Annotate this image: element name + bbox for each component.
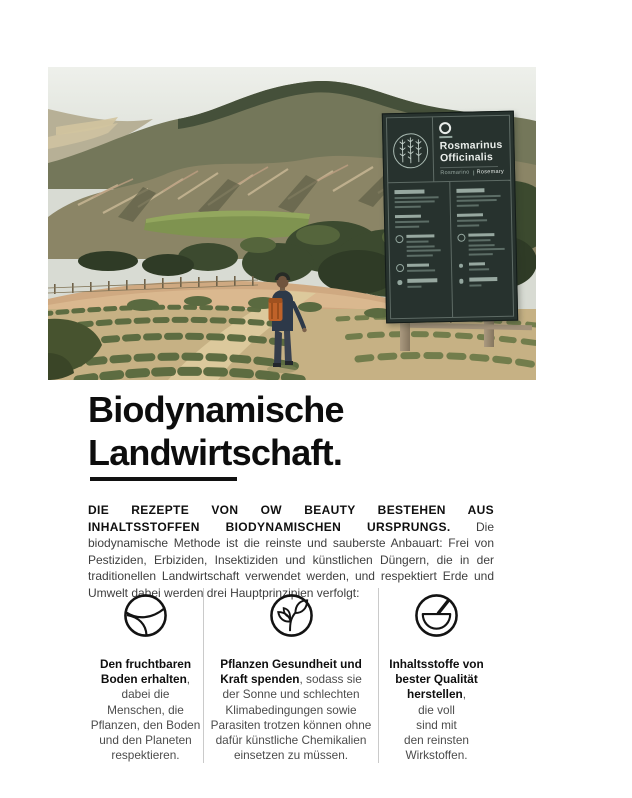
principle-column-quality <box>379 588 494 763</box>
hero-photo <box>48 67 536 380</box>
principle-caption: Inhaltsstoffe von bester Qualität herstellen, die voll sind mit den reinsten Wirkstoffen. <box>389 657 484 763</box>
page-title <box>88 388 344 474</box>
page-title-line1: Biodynamische <box>88 389 344 430</box>
principle-column-soil <box>88 588 203 763</box>
intro-paragraph <box>88 502 494 602</box>
subtitle-separator <box>473 170 474 175</box>
sign-divider <box>440 166 498 168</box>
brand-wordmark-bar <box>440 136 453 138</box>
principle-column-plants <box>203 588 379 763</box>
mortar-pestle-circle-icon <box>379 592 494 644</box>
page-title-line2: Landwirtschaft. <box>88 432 343 473</box>
backpack-sprayer <box>269 298 283 321</box>
intro-body: Die biodynamische Methode ist die reinste und sauberste Anbauart: Frei von Pestiziden, Erbiziden, Insektiziden und künstlichen Düngern, die in der traditionellen Landwirtschaft verwendet werden, und respektiert Erde und Umwelt dabei werden drei Hauptprinzipien verfolgt: <box>88 519 494 600</box>
sign-title-line1: Rosmarinus <box>439 138 503 153</box>
brand-ring-icon <box>439 122 451 134</box>
sign-title-line2: Officinalis <box>439 150 494 164</box>
sign-name-english: Rosemary <box>476 168 505 176</box>
sign-name-italian: Rosmarino <box>440 169 470 177</box>
soil-circle-icon <box>88 592 203 644</box>
intro-lead: DIE REZEPTE VON OW BEAUTY BESTEHEN AUS INHALTSSTOFFEN BIODYNAMISCHEN URSPRUNGS. <box>88 503 494 534</box>
sign-frame <box>386 115 514 320</box>
sprout-circle-icon <box>204 592 378 644</box>
field-sign <box>382 111 518 324</box>
principles-row <box>88 588 494 763</box>
sign-subtitle <box>440 169 504 176</box>
principle-caption: Pflanzen Gesundheit und Kraft spenden, sodass sie der Sonne und schlechten Klimabedingungen sowie Parasiten trotzen können ohne dafür künstliche Chemikalien einsetzen zu müssen. <box>210 657 372 763</box>
rosemary-illustration-icon <box>387 117 435 182</box>
principle-caption: Den fruchtbaren Boden erhalten, dabei die Menschen, die Pflanzen, den Boden und den Planeten respektieren. <box>90 657 201 763</box>
title-underline <box>90 477 237 481</box>
sign-info-column-right <box>450 181 513 317</box>
sign-info-column-left <box>388 182 452 318</box>
